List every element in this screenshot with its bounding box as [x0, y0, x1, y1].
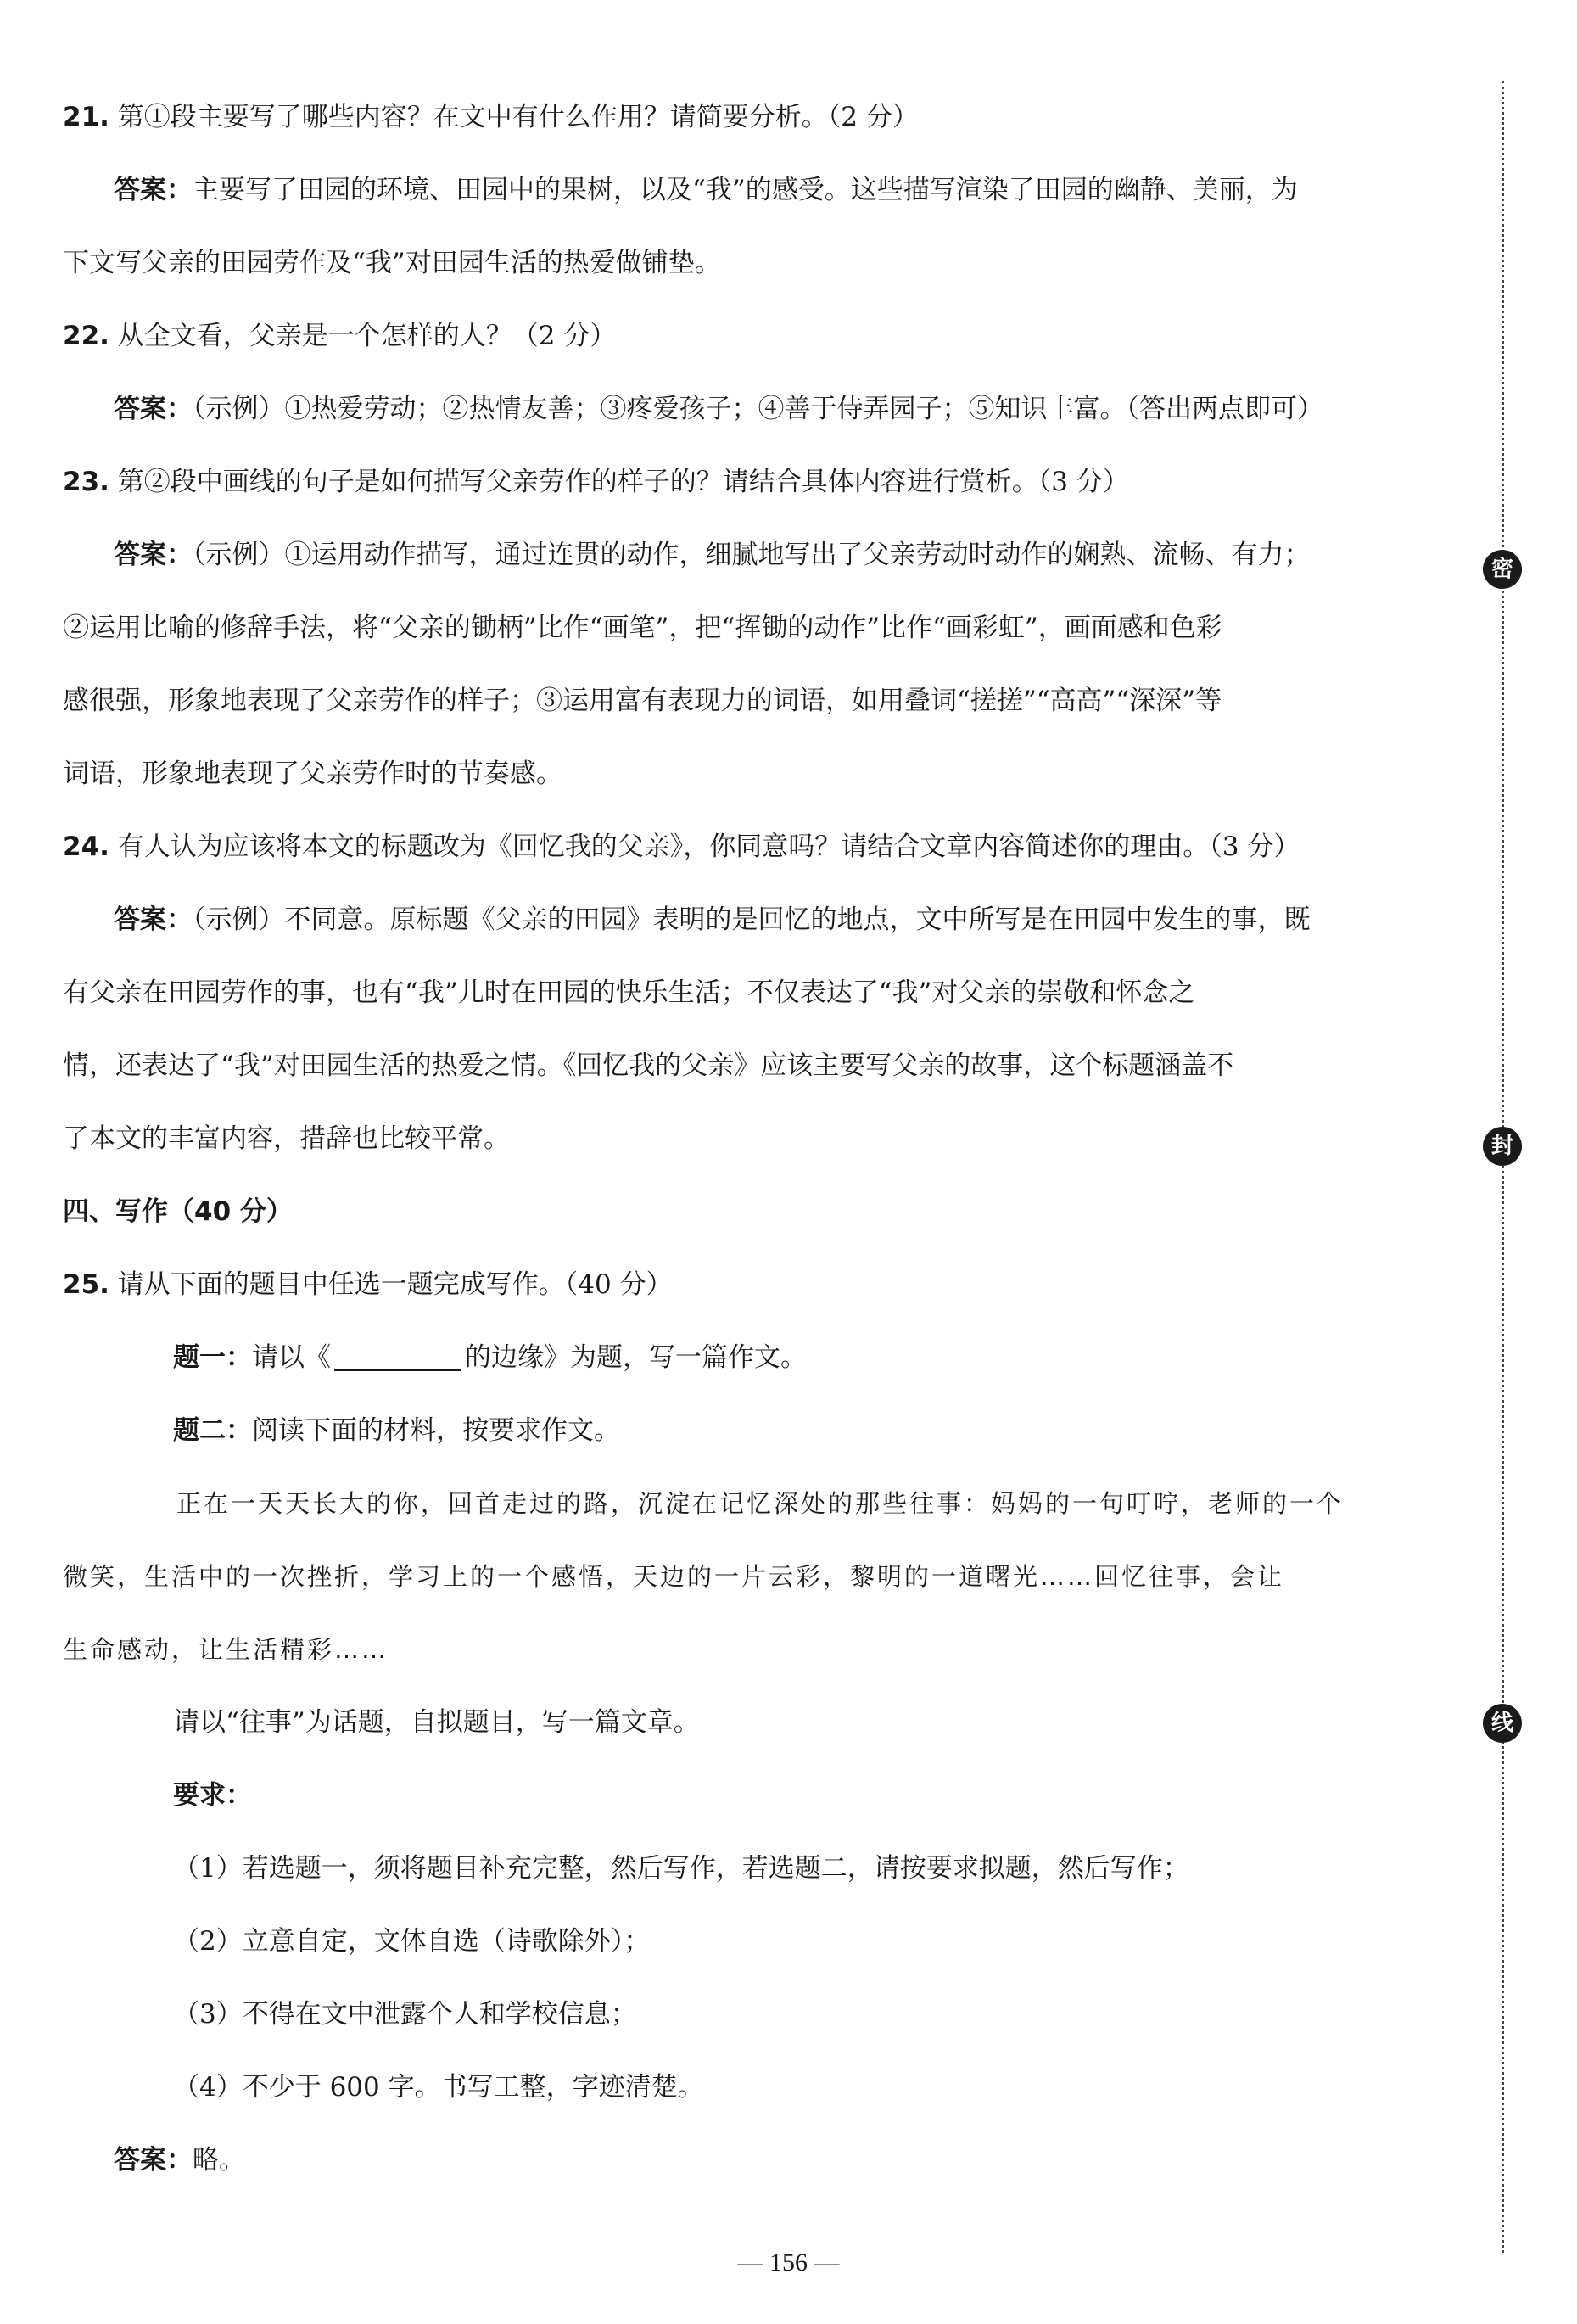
answer-23-line-2: ②运用比喻的修辞手法，将“父亲的锄柄”比作“画笔”，把“挥锄的动作”比作“画彩虹”，画面感和色彩: [63, 613, 1222, 643]
seal-mark-xian: 线: [1483, 1704, 1522, 1743]
answer-24-line-3: 情，还表达了“我”对田园生活的热爱之情。《回忆我的父亲》应该主要写父亲的故事，这个标题涵盖不: [63, 1050, 1234, 1081]
requirement-1: （1）若选题一，须将题目补充完整，然后写作，若选题二，请按要求拟题，然后写作；: [173, 1853, 1189, 1884]
requirement-3: （3）不得在文中泄露个人和学校信息；: [173, 1999, 637, 2030]
answer-23-line-1: [114, 538, 1311, 572]
topic-pre: 请以《: [252, 1342, 331, 1373]
question-number: 23.: [63, 467, 109, 497]
answer-24-line-2: 有父亲在田园劳作的事，也有“我”儿时在田园的快乐生活；不仅表达了“我”对父亲的崇敬和怀念之: [63, 977, 1195, 1008]
answer-label: 答案：: [114, 904, 193, 935]
answer-text: 主要写了田园的环境、田园中的果树，以及“我”的感受。这些描写渲染了田园的幽静、美丽，为: [193, 175, 1298, 205]
question-text: 从全文看，父亲是一个怎样的人？（2 分）: [117, 321, 617, 351]
answer-21-line-1: [114, 173, 1298, 207]
question-number: 21.: [63, 102, 109, 132]
answer-25: [114, 2143, 245, 2177]
question-25: [63, 1268, 673, 1302]
topic-label: 题一：: [173, 1342, 252, 1373]
answer-label: 答案：: [114, 175, 193, 205]
answer-text: 略。: [193, 2145, 245, 2176]
fill-in-blank: [334, 1369, 461, 1371]
answer-text: （示例）不同意。原标题《父亲的田园》表明的是回忆的地点，文中所写是在田园中发生的事，既: [193, 904, 1311, 935]
binding-dotted-line: [1502, 81, 1504, 2253]
topic-1: [173, 1341, 807, 1375]
topic-post: 的边缘》为题，写一篇作文。: [465, 1342, 807, 1373]
question-22: [63, 319, 616, 353]
section-heading: 四、写作（40 分）: [63, 1196, 293, 1227]
answer-label: 答案：: [114, 394, 193, 424]
question-text: 第①段主要写了哪些内容？在文中有什么作用？请简要分析。（2 分）: [117, 102, 919, 132]
question-number: 25.: [63, 1269, 109, 1300]
question-text: 请从下面的题目中任选一题完成写作。（40 分）: [117, 1269, 673, 1300]
answer-22-line-1: [114, 392, 1323, 426]
answer-text: （示例）①热爱劳动；②热情友善；③疼爱孩子；④善于侍弄园子；⑤知识丰富。（答出两点即可）: [193, 394, 1323, 424]
answer-text: （示例）①运用动作描写，通过连贯的动作，细腻地写出了父亲劳动时动作的娴熟、流畅、有力；: [193, 540, 1311, 570]
material-line-2: 微笑，生活中的一次挫折，学习上的一个感悟，天边的一片云彩，黎明的一道曙光……回忆往事，会让: [63, 1562, 1285, 1591]
answer-24-line-1: [114, 903, 1311, 937]
material-line-1: 正在一天天长大的你，回首走过的路，沉淀在记忆深处的那些往事：妈妈的一句叮咛，老师的一个: [176, 1489, 1345, 1518]
question-text: 有人认为应该将本文的标题改为《回忆我的父亲》，你同意吗？请结合文章内容简述你的理由。（3 分）: [117, 832, 1300, 862]
seal-mark-mi: 密: [1483, 550, 1522, 589]
answer-24-line-4: 了本文的丰富内容，措辞也比较平常。: [63, 1123, 510, 1154]
answer-23-line-4: 词语，形象地表现了父亲劳作时的节奏感。: [63, 759, 562, 789]
answer-label: 答案：: [114, 2145, 193, 2176]
requirement-4: （4）不少于 600 字。书写工整，字迹清楚。: [173, 2072, 704, 2103]
material-line-3: 生命感动，让生活精彩……: [63, 1635, 389, 1664]
question-number: 24.: [63, 832, 109, 862]
answer-21-line-2: 下文写父亲的田园劳作及“我”对田园生活的热爱做铺垫。: [63, 248, 721, 278]
question-21: [63, 100, 919, 134]
answer-label: 答案：: [114, 540, 193, 570]
question-text: 第②段中画线的句子是如何描写父亲劳作的样子的？请结合具体内容进行赏析。（3 分）: [117, 467, 1129, 497]
question-24: [63, 830, 1300, 864]
instruction: 请以“往事”为话题，自拟题目，写一篇文章。: [173, 1707, 700, 1738]
requirements-label: 要求：: [173, 1780, 252, 1811]
topic-2: [173, 1414, 620, 1448]
question-number: 22.: [63, 321, 109, 351]
topic-label: 题二：: [173, 1415, 252, 1446]
page-number: — 156 —: [737, 2248, 840, 2276]
question-23: [63, 465, 1129, 499]
seal-mark-feng: 封: [1483, 1127, 1522, 1166]
requirement-2: （2）立意自定，文体自选（诗歌除外）；: [173, 1926, 651, 1957]
answer-23-line-3: 感很强，形象地表现了父亲劳作的样子；③运用富有表现力的词语，如用叠词“搓搓”“高高”“深深”等: [63, 686, 1222, 716]
topic-text: 阅读下面的材料，按要求作文。: [252, 1415, 620, 1446]
